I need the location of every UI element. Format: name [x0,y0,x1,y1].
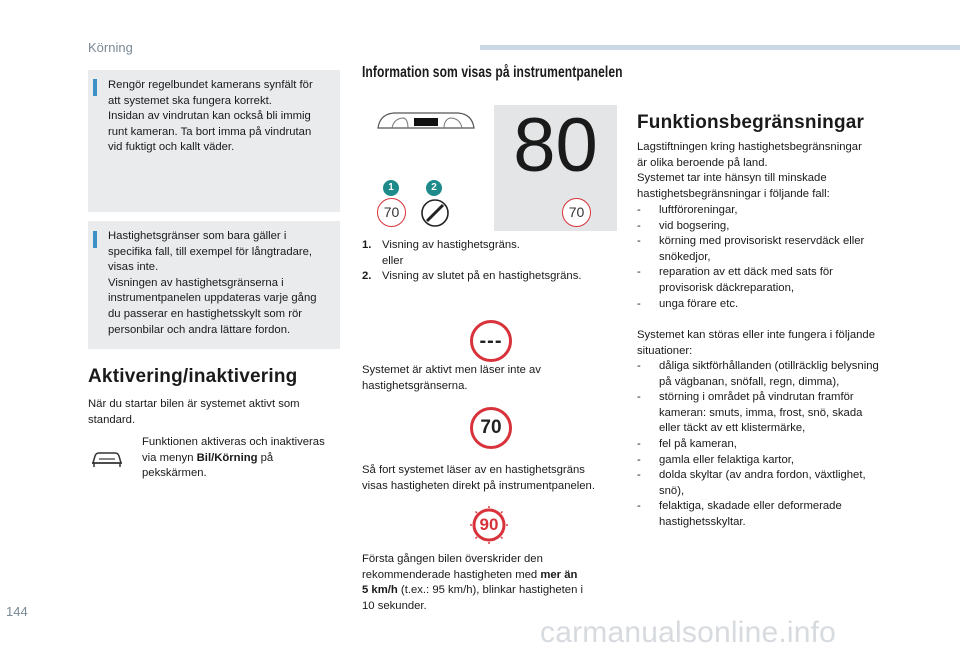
dash: - [637,453,641,466]
list-item [637,359,912,390]
dashes-text [362,363,622,394]
note-line: att systemet ska fungera korrekt. [108,94,272,107]
text-line: dåliga siktförhållanden (otillräcklig belysning [659,360,879,372]
text-line: Så fort systemet läser av en hastighetsgräns [362,464,585,476]
text-line: Lagstiftningen kring hastighetsbegränsningar [637,141,862,153]
text-line: snökedjor, [659,250,711,263]
menu-path: Bil/Körning [196,451,258,464]
text-line: är olika beroende på land. [637,156,768,169]
text-line: kameran: smuts, imma, frost, snö, skada [659,406,863,419]
dash: - [637,469,641,482]
list-item [637,265,907,296]
limits-list-1 [637,203,907,312]
callout-2: 2 [426,180,442,196]
dash: - [637,235,641,248]
list-item [637,219,907,235]
end-of-limit-sign-icon [420,198,450,228]
dash: - [637,219,641,232]
callout-1: 1 [383,180,399,196]
text-line: provisorisk däckreparation, [659,281,794,294]
note-line: specifika fall, till exempel för långtradare, [108,245,313,258]
section-label: Körning [88,40,133,55]
list-item [637,390,912,437]
note-line: Hastighetsgränser som bara gäller i [108,230,287,242]
list-item [362,238,622,269]
text-line: eller täckt av ett klistermärke, [659,422,806,435]
dash: - [637,500,641,513]
note-line: Visningen av hastighetsgränserna i [108,276,284,289]
note-line: Insidan av vindrutan kan också bli immig [108,110,311,123]
list-item [637,468,912,499]
instrument-cluster-icon [374,108,478,136]
sign-90-text [362,552,624,614]
text-line: hastighetsgränserna. [362,379,468,392]
note-line: Rengör regelbundet kamerans synfält för [108,79,313,91]
note-line: visas inte. [108,261,159,274]
text-line: reparation av ett däck med sats för [659,266,833,279]
text-line: på vägbanan, snöfall, regn, dimma), [659,375,840,388]
note-line: personbilar och andra lättare fordon. [108,323,291,336]
text-line: felaktiga, skadade eller deformerade [659,500,842,513]
speed-display: 80 [513,103,598,188]
list-item [637,203,907,219]
panel-info-heading: Information som visas på instrumentpanelen [362,64,623,81]
text-line: körning med provisoriskt reservdäck eller [659,235,865,248]
text-line: visas hastigheten direkt på instrumentpanelen. [362,479,595,492]
list-item [362,269,622,285]
text-line: pekskärmen. [142,467,207,480]
text-line: vid bogsering, [659,219,730,232]
sign-70-text [362,463,624,494]
text-line: Systemet är aktivt men läser inte av [362,364,541,376]
list-item [637,453,912,469]
activation-intro [88,397,343,428]
text-line [362,583,624,599]
text-line: luftföroreningar, [659,204,738,216]
text-line [142,451,342,467]
info-marker-icon [93,231,97,248]
watermark: carmanualsonline.info [540,616,837,649]
text-line: När du startar bilen är systemet aktivt som [88,398,300,410]
text-line: standard. [88,413,136,426]
note-limits-text [108,229,334,338]
text-run: via menyn [142,451,197,464]
dash: - [637,266,641,279]
text-line: hastighetsskyltar. [659,515,746,528]
limits-list-2 [637,359,912,531]
page-number: 144 [6,604,28,619]
activation-heading: Aktivering/inaktivering [88,366,298,387]
info-marker-icon [93,79,97,96]
car-menu-icon [90,448,126,470]
list-item [637,234,907,265]
speed-limit-sign-right: 70 [562,198,591,227]
list-item [637,437,912,453]
text-line: hastighetsbegränsningar i följande fall: [637,187,830,200]
text-run: på [257,451,274,464]
limits-intro [637,140,907,202]
activation-menu-text [142,435,342,482]
list-item [637,499,912,530]
no-limit-read-sign: --- [470,320,512,362]
info-note-limits [88,221,340,349]
limits-intro-2 [637,328,912,359]
header-bar [480,45,960,50]
dash: - [637,360,641,372]
text-line: unga förare etc. [659,297,739,310]
note-line: du passerar en hastighetsskylt som rör [108,307,303,320]
note-line: instrumentpanelen uppdateras varje gång [108,292,317,305]
text-line: Funktionen aktiveras och inaktiveras [142,436,325,448]
speed-limit-sign-left: 70 [377,198,406,227]
note-line: runt kameran. Ta bort imma på vindrutan [108,125,312,138]
text-line: Systemet kan störas eller inte fungera i följande [637,329,875,341]
list-number: 1. [362,239,372,251]
speed-limit-sign-70: 70 [470,407,512,449]
text-line: dolda skyltar (av andra fordon, växtlighet, [659,469,866,482]
text-line: Första gången bilen överskrider den [362,553,543,565]
text-line [362,568,624,584]
dash: - [637,204,641,216]
info-note-camera [88,70,340,212]
text-line: situationer: [637,344,693,357]
note-camera-text [108,78,334,156]
text-line: snö), [659,484,685,497]
text-run: rekommenderade hastigheten med [362,568,541,581]
text-line: fel på kameran, [659,437,737,450]
text-line: 10 sekunder. [362,599,427,612]
panel-info-list [362,238,622,285]
text-line: eller [382,254,404,267]
note-line: vid fuktigt och kallt väder. [108,141,235,154]
dash: - [637,297,641,310]
text-bold: mer än [540,568,578,581]
limits-heading: Funktionsbegränsningar [637,112,865,133]
text-line: gamla eller felaktiga kartor, [659,453,794,466]
text-line: Visning av slutet på en hastighetsgräns. [382,270,582,283]
flashing-speed-value: 90 [479,515,499,534]
list-item [637,297,907,313]
text-line: Visning av hastighetsgräns. [382,239,520,251]
text-run: (t.ex.: 95 km/h), blinkar hastigheten i [397,584,584,597]
text-line: Systemet tar inte hänsyn till minskade [637,172,827,185]
list-number: 2. [362,270,372,283]
text-line: störning i området på vindrutan framför [659,391,854,404]
dash: - [637,437,641,450]
dash: - [637,391,641,404]
text-bold: 5 km/h [362,584,398,597]
